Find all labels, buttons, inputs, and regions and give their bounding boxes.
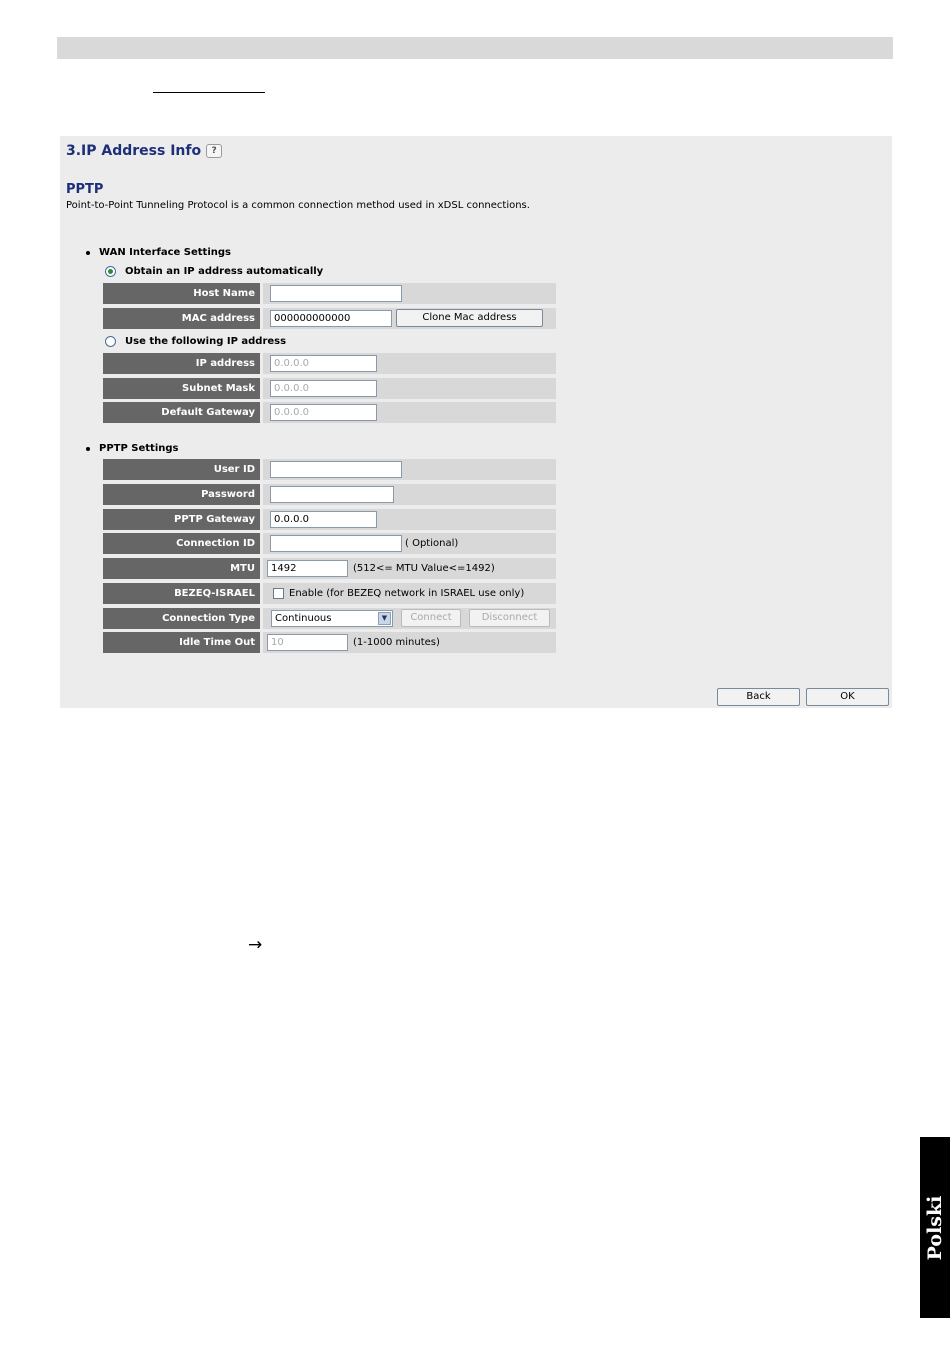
radio-unselected-icon[interactable] xyxy=(105,336,116,347)
ip-address-label: IP address xyxy=(103,353,260,374)
use-following-option[interactable] xyxy=(105,336,286,347)
subnet-mask-label: Subnet Mask xyxy=(103,378,260,399)
host-name-row xyxy=(103,283,556,304)
pptp-gateway-label: PPTP Gateway xyxy=(103,509,260,530)
underline-mark xyxy=(153,92,265,93)
connection-id-cell xyxy=(263,533,556,554)
radio-selected-icon[interactable] xyxy=(105,266,116,277)
connection-type-value: Continuous xyxy=(275,613,332,624)
connection-type-label: Connection Type xyxy=(103,608,260,629)
bezeq-enable-checkbox[interactable] xyxy=(273,588,284,599)
connection-id-input[interactable] xyxy=(270,535,402,552)
pptp-gateway-cell xyxy=(263,509,556,530)
connection-id-label: Connection ID xyxy=(103,533,260,554)
clone-mac-button[interactable]: Clone Mac address xyxy=(396,309,543,327)
connect-button[interactable]: Connect xyxy=(401,609,461,627)
mtu-hint: (512<= MTU Value<=1492) xyxy=(353,563,495,574)
password-label: Password xyxy=(103,484,260,505)
page-title-text: 3.IP Address Info xyxy=(66,143,202,159)
mtu-input[interactable]: 1492 xyxy=(267,560,348,577)
pptp-description: Point-to-Point Tunneling Protocol is a common connection method used in xDSL connections. xyxy=(66,200,530,211)
obtain-auto-option[interactable] xyxy=(105,266,323,277)
user-id-row xyxy=(103,459,556,480)
pptp-heading: PPTP xyxy=(66,182,104,197)
bullet-icon xyxy=(86,251,90,255)
page-title xyxy=(66,143,222,159)
bezeq-hint: Enable (for BEZEQ network in ISRAEL use only) xyxy=(289,588,525,599)
ok-button[interactable]: OK xyxy=(806,688,889,706)
ip-address-cell xyxy=(263,353,556,374)
pptp-gateway-input[interactable]: 0.0.0.0 xyxy=(270,511,377,528)
connection-type-row xyxy=(103,608,556,629)
mac-address-row xyxy=(103,308,556,329)
host-name-input[interactable] xyxy=(270,285,402,302)
ip-address-input[interactable]: 0.0.0.0 xyxy=(270,355,377,372)
connection-id-hint: ( Optional) xyxy=(405,538,459,549)
pptp-gateway-row xyxy=(103,509,556,530)
subnet-mask-cell xyxy=(263,378,556,399)
host-name-label: Host Name xyxy=(103,283,260,304)
host-name-cell xyxy=(263,283,556,304)
arrow-right-icon: → xyxy=(248,935,263,955)
subnet-mask-row xyxy=(103,378,556,399)
idle-time-cell xyxy=(263,632,556,653)
mtu-cell xyxy=(263,558,556,579)
connection-type-cell xyxy=(263,608,556,629)
language-side-tab-label: Polski xyxy=(924,1195,946,1260)
wan-heading-text: WAN Interface Settings xyxy=(99,247,231,258)
user-id-cell xyxy=(263,459,556,480)
idle-time-row xyxy=(103,632,556,653)
help-icon[interactable]: ? xyxy=(206,144,222,158)
bezeq-label: BEZEQ-ISRAEL xyxy=(103,583,260,604)
language-side-tab xyxy=(920,1137,950,1318)
password-input[interactable] xyxy=(270,486,394,503)
connection-id-row xyxy=(103,533,556,554)
top-gray-bar xyxy=(57,37,893,59)
mtu-label: MTU xyxy=(103,558,260,579)
user-id-label: User ID xyxy=(103,459,260,480)
bezeq-cell xyxy=(263,583,556,604)
obtain-auto-label: Obtain an IP address automatically xyxy=(125,266,324,277)
default-gateway-input[interactable]: 0.0.0.0 xyxy=(270,404,377,421)
idle-time-label: Idle Time Out xyxy=(103,632,260,653)
default-gateway-row xyxy=(103,402,556,423)
bullet-icon xyxy=(86,447,90,451)
mac-address-label: MAC address xyxy=(103,308,260,329)
user-id-input[interactable] xyxy=(270,461,402,478)
password-cell xyxy=(263,484,556,505)
mac-address-input[interactable]: 000000000000 xyxy=(270,310,392,327)
mtu-row xyxy=(103,558,556,579)
wan-section-heading xyxy=(86,247,231,258)
password-row xyxy=(103,484,556,505)
bezeq-row xyxy=(103,583,556,604)
subnet-mask-input[interactable]: 0.0.0.0 xyxy=(270,380,377,397)
back-button[interactable]: Back xyxy=(717,688,800,706)
default-gateway-cell xyxy=(263,402,556,423)
pptp-heading-text: PPTP Settings xyxy=(99,443,179,454)
use-following-label: Use the following IP address xyxy=(125,336,287,347)
default-gateway-label: Default Gateway xyxy=(103,402,260,423)
disconnect-button[interactable]: Disconnect xyxy=(469,609,550,627)
ip-address-row xyxy=(103,353,556,374)
mac-address-cell xyxy=(263,308,556,329)
idle-time-hint: (1-1000 minutes) xyxy=(353,637,440,648)
pptp-section-heading xyxy=(86,443,179,454)
ip-address-info-panel xyxy=(60,136,892,708)
chevron-down-icon[interactable]: ▼ xyxy=(378,612,391,625)
connection-type-select[interactable] xyxy=(271,610,393,627)
idle-time-input[interactable]: 10 xyxy=(267,634,348,651)
